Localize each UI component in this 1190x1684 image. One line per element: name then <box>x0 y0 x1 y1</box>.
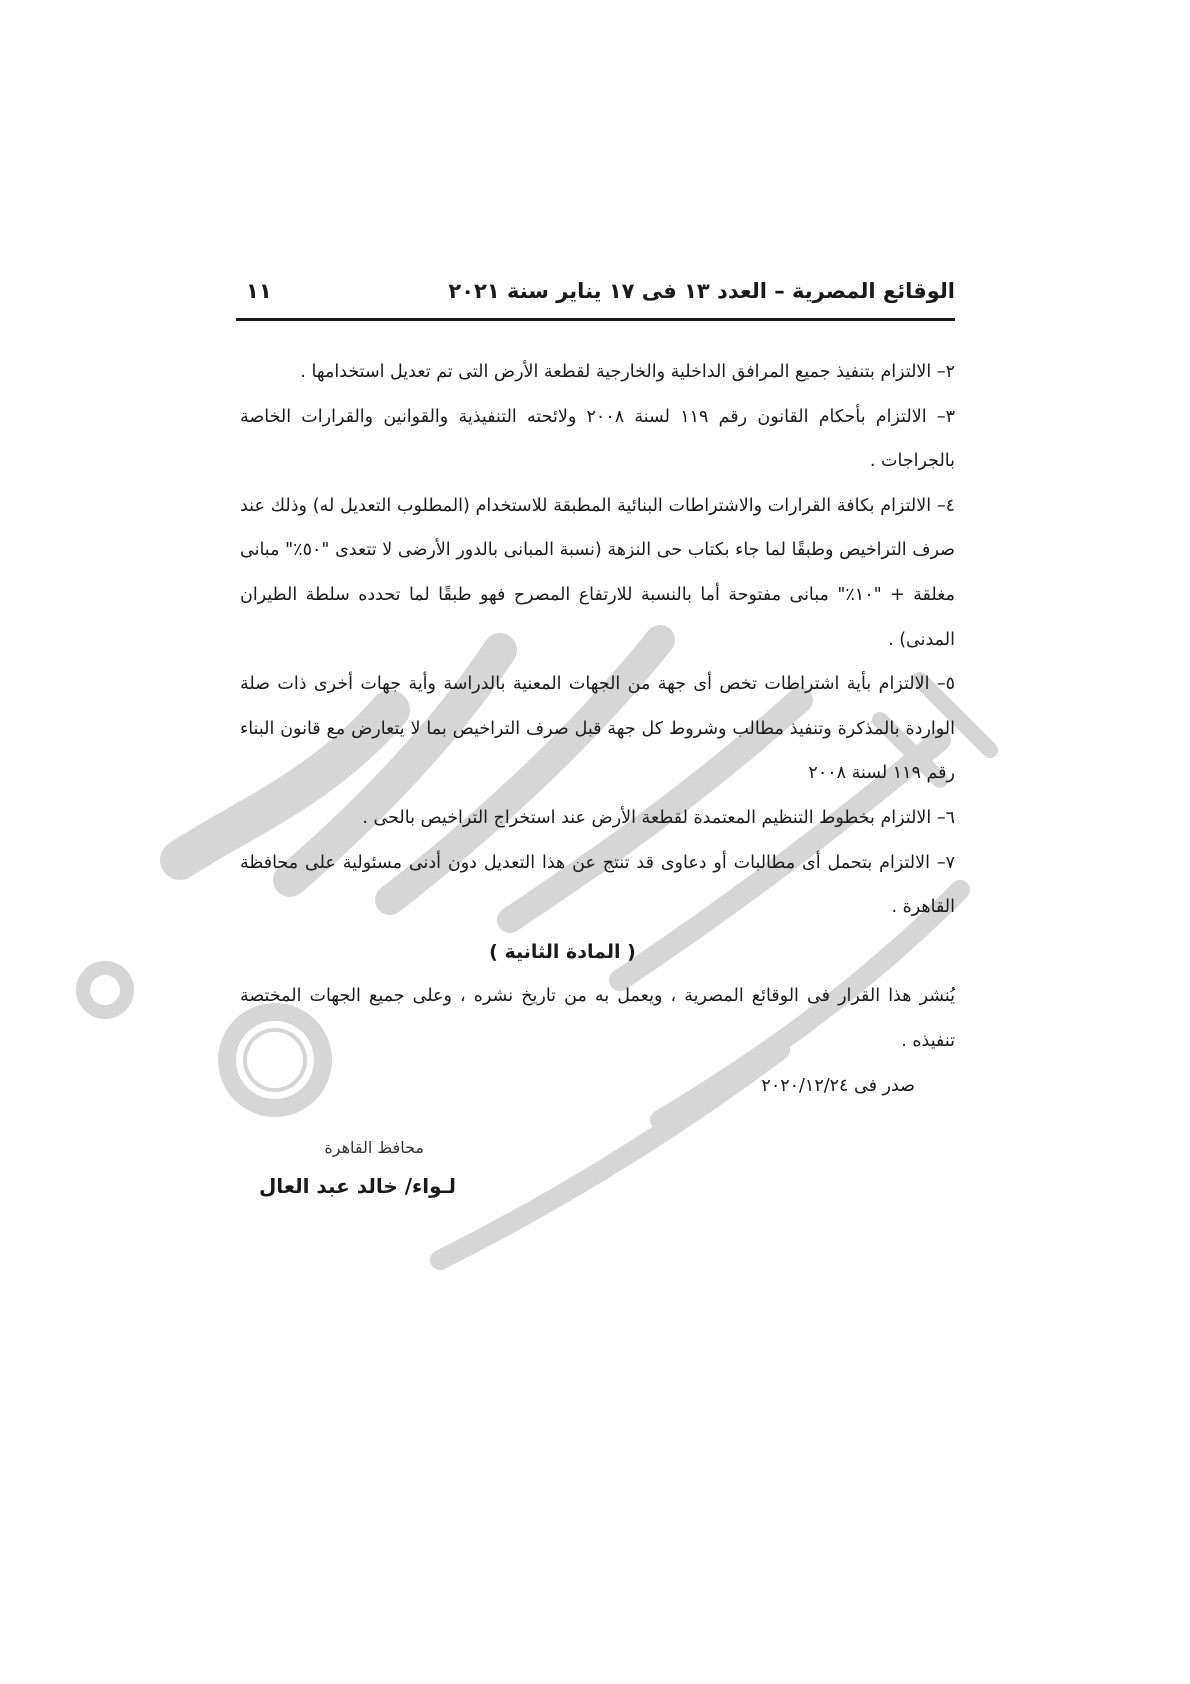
clause-4: ٤– الالتزام بكافة القرارات والاشتراطات البنائية المطبقة للاستخدام (المطلوب التعديل له) وذلك عند صرف التراخيص وطبقًا لما جاء بكتاب حى النزهة (نسبة المبانى بالدور الأرضى لا تتعدى "٥٠٪" مبانى مغلقة + "١٠٪" مبانى مفتوحة أما بالنسبة للارتفاع المصرح فهو طبقًا لما تحدده سلطة الطيران المدنى) . <box>240 495 955 650</box>
article-two-heading: ( المادة الثانية ) <box>489 940 636 963</box>
clause-5: ٥– الالتزام بأية اشتراطات تخص أى جهة من الجهات المعنية بالدراسة وأية جهات أخرى ذات صلة الواردة بالمذكرة وتنفيذ مطالب وشروط كل جهة قبل صرف التراخيص بما لا يتعارض مع قانون البناء رقم ١١٩ لسنة ٢٠٠٨ <box>240 674 955 784</box>
page-header <box>236 274 955 318</box>
issue-date: صدر فى ٢٠٢٠/١٢/٢٤ <box>761 1075 915 1096</box>
clause-3: ٣– الالتزام بأحكام القانون رقم ١١٩ لسنة ٢٠٠٨ ولائحته التنفيذية والقوانين والقرارات الخاصة بالجراجات . <box>240 406 955 472</box>
document-body <box>240 350 955 1108</box>
header-divider <box>236 318 955 321</box>
page-number: ١١ <box>246 279 272 303</box>
watermark-dot-1 <box>83 968 127 1012</box>
clause-2: ٢– الالتزام بتنفيذ جميع المرافق الداخلية والخارجية لقطعة الأرض التى تم تعديل استخدامها . <box>300 362 955 382</box>
clause-6: ٦– الالتزام بخطوط التنظيم المعتمدة لقطعة الأرض عند استخراج التراخيص بالحى . <box>362 807 955 828</box>
governor-name: لـواء/ خالد عبد العال <box>258 1174 456 1198</box>
clause-7: ٧– الالتزام بتحمل أى مطالبات أو دعاوى قد تنتج عن هذا التعديل دون أدنى مسئولية على محافظة القاهرة . <box>240 852 955 918</box>
gazette-title: الوقائع المصرية – العدد ١٣ فى ١٧ يناير سنة ٢٠٢١ <box>448 279 955 303</box>
governor-title: محافظ القاهرة <box>324 1138 424 1157</box>
article-two-text: يُنشر هذا القرار فى الوقائع المصرية ، ويعمل به من تاريخ نشره ، وعلى جميع الجهات المختصة تنفيذه . <box>240 986 955 1051</box>
